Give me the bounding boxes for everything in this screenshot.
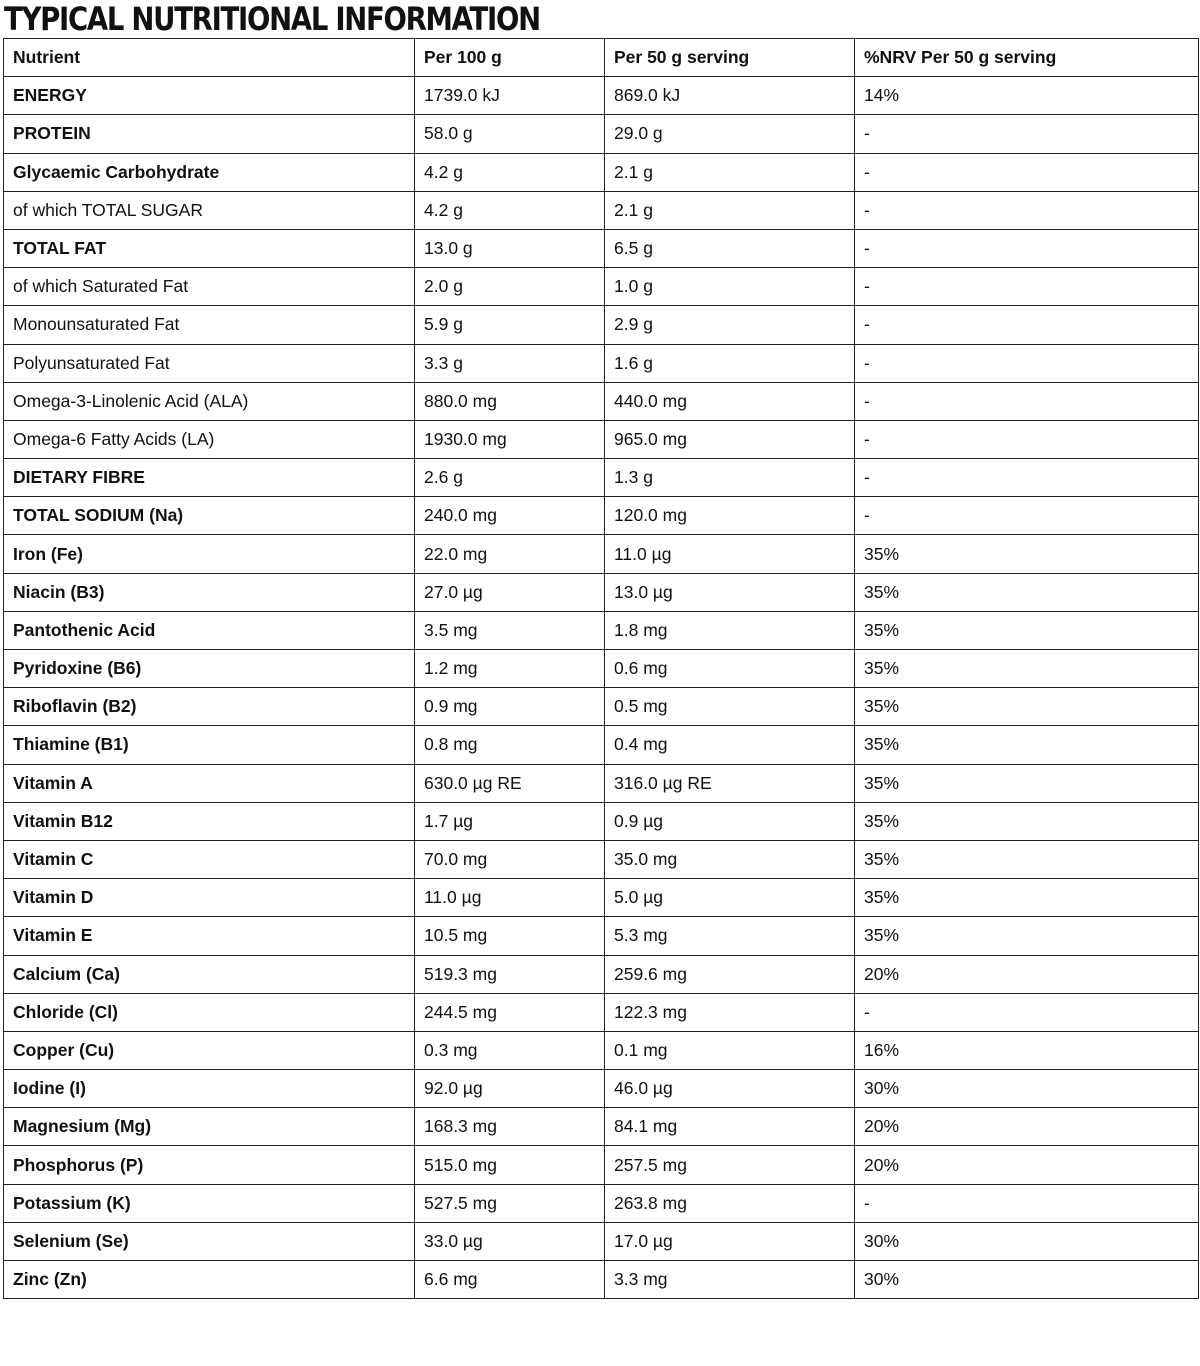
table-header-row (4, 39, 1199, 77)
table-row (4, 1184, 1199, 1222)
per-100g-cell: 10.5 mg (415, 917, 605, 955)
nrv-cell: 35% (855, 917, 1199, 955)
per-100g-cell: 1.2 mg (415, 650, 605, 688)
per-50g-cell: 17.0 µg (605, 1222, 855, 1260)
nrv-cell: 30% (855, 1261, 1199, 1299)
nutrient-cell: Magnesium (Mg) (4, 1108, 415, 1146)
per-50g-cell: 1.3 g (605, 459, 855, 497)
table-row (4, 955, 1199, 993)
per-100g-cell: 1.7 µg (415, 802, 605, 840)
table-row (4, 420, 1199, 458)
nrv-cell: 30% (855, 1070, 1199, 1108)
per-50g-cell: 6.5 g (605, 229, 855, 267)
per-100g-cell: 6.6 mg (415, 1261, 605, 1299)
nrv-cell: - (855, 191, 1199, 229)
per-50g-cell: 869.0 kJ (605, 77, 855, 115)
per-100g-cell: 4.2 g (415, 153, 605, 191)
table-row (4, 726, 1199, 764)
table-row (4, 115, 1199, 153)
nutrient-cell: DIETARY FIBRE (4, 459, 415, 497)
table-row (4, 688, 1199, 726)
per-100g-cell: 2.6 g (415, 459, 605, 497)
page-title: TYPICAL NUTRITIONAL INFORMATION (4, 0, 540, 38)
per-50g-cell: 2.9 g (605, 306, 855, 344)
table-row (4, 306, 1199, 344)
per-50g-cell: 1.6 g (605, 344, 855, 382)
table-row (4, 1031, 1199, 1069)
nrv-cell: - (855, 993, 1199, 1031)
per-100g-cell: 33.0 µg (415, 1222, 605, 1260)
nrv-cell: 35% (855, 726, 1199, 764)
nutrient-cell: Iron (Fe) (4, 535, 415, 573)
per-100g-cell: 519.3 mg (415, 955, 605, 993)
table-row (4, 802, 1199, 840)
nrv-cell: - (855, 115, 1199, 153)
nutrient-cell: of which TOTAL SUGAR (4, 191, 415, 229)
per-50g-cell: 29.0 g (605, 115, 855, 153)
table-row (4, 268, 1199, 306)
table-row (4, 764, 1199, 802)
per-100g-cell: 11.0 µg (415, 879, 605, 917)
nrv-cell: 20% (855, 1146, 1199, 1184)
per-50g-cell: 35.0 mg (605, 840, 855, 878)
per-100g-cell: 630.0 µg RE (415, 764, 605, 802)
nrv-cell: - (855, 229, 1199, 267)
per-50g-cell: 3.3 mg (605, 1261, 855, 1299)
nrv-cell: - (855, 1184, 1199, 1222)
table-row (4, 993, 1199, 1031)
table-row (4, 153, 1199, 191)
table-row (4, 1261, 1199, 1299)
per-100g-cell: 240.0 mg (415, 497, 605, 535)
per-50g-cell: 122.3 mg (605, 993, 855, 1031)
per-100g-cell: 0.9 mg (415, 688, 605, 726)
per-100g-cell: 2.0 g (415, 268, 605, 306)
table-row (4, 459, 1199, 497)
nutrient-cell: Omega-6 Fatty Acids (LA) (4, 420, 415, 458)
nutrient-cell: PROTEIN (4, 115, 415, 153)
per-100g-cell: 0.3 mg (415, 1031, 605, 1069)
nutrient-cell: Vitamin D (4, 879, 415, 917)
nrv-cell: - (855, 420, 1199, 458)
per-100g-cell: 22.0 mg (415, 535, 605, 573)
per-100g-cell: 92.0 µg (415, 1070, 605, 1108)
per-50g-cell: 440.0 mg (605, 382, 855, 420)
nutrient-cell: Potassium (K) (4, 1184, 415, 1222)
per-100g-cell: 1739.0 kJ (415, 77, 605, 115)
per-50g-cell: 2.1 g (605, 153, 855, 191)
nrv-cell: 35% (855, 611, 1199, 649)
per-100g-cell: 527.5 mg (415, 1184, 605, 1222)
per-50g-cell: 120.0 mg (605, 497, 855, 535)
nutrient-cell: ENERGY (4, 77, 415, 115)
table-body (4, 77, 1199, 1299)
per-50g-cell: 0.5 mg (605, 688, 855, 726)
nutrient-cell: Vitamin B12 (4, 802, 415, 840)
table-row (4, 497, 1199, 535)
per-50g-cell: 965.0 mg (605, 420, 855, 458)
nrv-cell: 35% (855, 650, 1199, 688)
per-50g-cell: 2.1 g (605, 191, 855, 229)
nrv-cell: 20% (855, 955, 1199, 993)
per-100g-cell: 3.3 g (415, 344, 605, 382)
nrv-cell: 16% (855, 1031, 1199, 1069)
nutrient-cell: Riboflavin (B2) (4, 688, 415, 726)
nrv-cell: 20% (855, 1108, 1199, 1146)
nutrient-cell: Selenium (Se) (4, 1222, 415, 1260)
per-100g-cell: 27.0 µg (415, 573, 605, 611)
nrv-cell: 35% (855, 535, 1199, 573)
table-row (4, 1070, 1199, 1108)
nutrient-cell: Niacin (B3) (4, 573, 415, 611)
per-100g-cell: 168.3 mg (415, 1108, 605, 1146)
table-row (4, 535, 1199, 573)
per-50g-cell: 0.1 mg (605, 1031, 855, 1069)
nrv-cell: - (855, 382, 1199, 420)
header-nrv-per-50g-serving: %NRV Per 50 g serving (855, 39, 1199, 77)
nutrient-cell: Calcium (Ca) (4, 955, 415, 993)
nutrient-cell: Phosphorus (P) (4, 1146, 415, 1184)
table-row (4, 191, 1199, 229)
per-50g-cell: 5.3 mg (605, 917, 855, 955)
nrv-cell: 35% (855, 802, 1199, 840)
per-50g-cell: 0.4 mg (605, 726, 855, 764)
per-100g-cell: 515.0 mg (415, 1146, 605, 1184)
nrv-cell: - (855, 268, 1199, 306)
per-100g-cell: 0.8 mg (415, 726, 605, 764)
table-row (4, 1222, 1199, 1260)
nrv-cell: - (855, 306, 1199, 344)
per-50g-cell: 5.0 µg (605, 879, 855, 917)
per-100g-cell: 244.5 mg (415, 993, 605, 1031)
nutrient-cell: Glycaemic Carbohydrate (4, 153, 415, 191)
per-50g-cell: 84.1 mg (605, 1108, 855, 1146)
per-100g-cell: 4.2 g (415, 191, 605, 229)
per-50g-cell: 11.0 µg (605, 535, 855, 573)
nutrient-cell: Zinc (Zn) (4, 1261, 415, 1299)
table-row (4, 229, 1199, 267)
per-50g-cell: 46.0 µg (605, 1070, 855, 1108)
per-50g-cell: 0.9 µg (605, 802, 855, 840)
per-100g-cell: 13.0 g (415, 229, 605, 267)
nutrient-cell: Vitamin A (4, 764, 415, 802)
per-100g-cell: 70.0 mg (415, 840, 605, 878)
nutrient-cell: of which Saturated Fat (4, 268, 415, 306)
nutrient-cell: TOTAL FAT (4, 229, 415, 267)
per-100g-cell: 880.0 mg (415, 382, 605, 420)
table-row (4, 382, 1199, 420)
table-row (4, 650, 1199, 688)
nutrient-cell: Polyunsaturated Fat (4, 344, 415, 382)
per-50g-cell: 316.0 µg RE (605, 764, 855, 802)
table-row (4, 344, 1199, 382)
nutrient-cell: Monounsaturated Fat (4, 306, 415, 344)
nutrient-cell: Pantothenic Acid (4, 611, 415, 649)
per-50g-cell: 1.0 g (605, 268, 855, 306)
per-50g-cell: 13.0 µg (605, 573, 855, 611)
nrv-cell: - (855, 497, 1199, 535)
nrv-cell: 30% (855, 1222, 1199, 1260)
nutrient-cell: Vitamin E (4, 917, 415, 955)
nrv-cell: - (855, 344, 1199, 382)
per-100g-cell: 1930.0 mg (415, 420, 605, 458)
nutrient-cell: Iodine (I) (4, 1070, 415, 1108)
nrv-cell: 35% (855, 688, 1199, 726)
nutrient-cell: Copper (Cu) (4, 1031, 415, 1069)
table-row (4, 573, 1199, 611)
table-row (4, 1146, 1199, 1184)
nrv-cell: - (855, 153, 1199, 191)
table-row (4, 611, 1199, 649)
nutrient-cell: Pyridoxine (B6) (4, 650, 415, 688)
nrv-cell: 35% (855, 840, 1199, 878)
table-row (4, 1108, 1199, 1146)
header-per-100g: Per 100 g (415, 39, 605, 77)
per-50g-cell: 0.6 mg (605, 650, 855, 688)
nutrient-cell: Chloride (Cl) (4, 993, 415, 1031)
nrv-cell: - (855, 459, 1199, 497)
nrv-cell: 14% (855, 77, 1199, 115)
nutrient-cell: Vitamin C (4, 840, 415, 878)
table-row (4, 879, 1199, 917)
nutrient-cell: Thiamine (B1) (4, 726, 415, 764)
nutrition-table (3, 38, 1199, 1299)
nrv-cell: 35% (855, 764, 1199, 802)
nutrient-cell: TOTAL SODIUM (Na) (4, 497, 415, 535)
per-50g-cell: 263.8 mg (605, 1184, 855, 1222)
header-per-50g-serving: Per 50 g serving (605, 39, 855, 77)
table-row (4, 77, 1199, 115)
per-100g-cell: 3.5 mg (415, 611, 605, 649)
header-nutrient: Nutrient (4, 39, 415, 77)
table-row (4, 840, 1199, 878)
per-100g-cell: 5.9 g (415, 306, 605, 344)
nrv-cell: 35% (855, 573, 1199, 611)
per-100g-cell: 58.0 g (415, 115, 605, 153)
nrv-cell: 35% (855, 879, 1199, 917)
table-row (4, 917, 1199, 955)
nutrient-cell: Omega-3-Linolenic Acid (ALA) (4, 382, 415, 420)
per-50g-cell: 259.6 mg (605, 955, 855, 993)
per-50g-cell: 257.5 mg (605, 1146, 855, 1184)
per-50g-cell: 1.8 mg (605, 611, 855, 649)
